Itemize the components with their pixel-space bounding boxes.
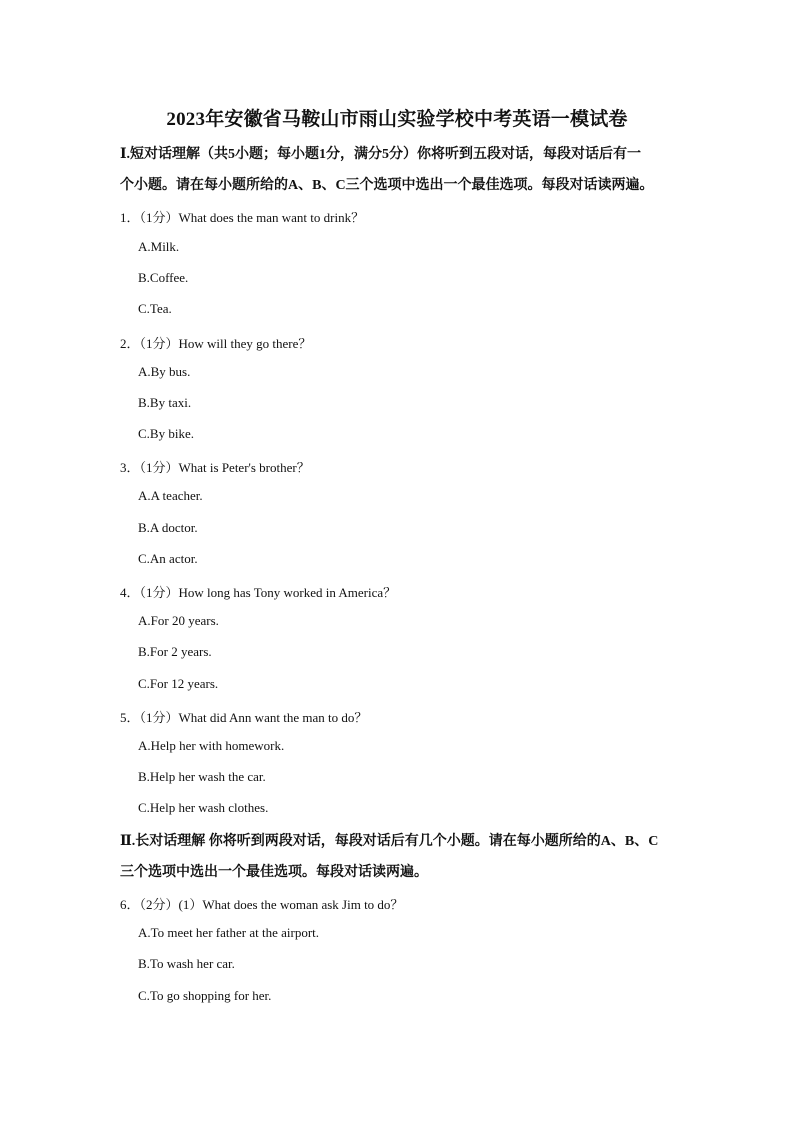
question-1-option-a: A.Milk. (138, 239, 180, 254)
question-4-option-a: A.For 20 years. (138, 613, 219, 628)
question-6-stem: 6．（2分）(1）What does the woman ask Jim to do？ (120, 897, 404, 912)
question-5-option-a: A.Help her with homework. (138, 738, 285, 753)
question-4-option-b: B.For 2 years. (138, 644, 212, 659)
question-5-option-b: B.Help her wash the car. (138, 769, 266, 784)
section1-line1: Ⅰ.短对话理解（共5小题；每小题1分，满分5分）你将听到五段对话，每段对话后有一 (120, 147, 642, 162)
question-2-option-c: C.By bike. (138, 426, 194, 441)
question-3-option-b: B.A doctor. (138, 520, 198, 535)
question-4-option-c: C.For 12 years. (138, 676, 219, 691)
section2-line2: 三个选项中选出一个最佳选项。每段对话读两遍。 (120, 865, 428, 880)
section2-instructions (120, 826, 680, 888)
question-2-option-a: A.By bus. (138, 364, 191, 379)
question-5-stem: 5．（1分）What did Ann want the man to do？ (120, 710, 368, 725)
question-1-stem: 1．（1分）What does the man want to drink？ (120, 210, 365, 225)
question-3-option-a: A.A teacher. (138, 488, 203, 503)
question-6-option-a: A.To meet her father at the airport. (138, 925, 320, 940)
question-4-stem: 4．（1分）How long has Tony worked in America？ (120, 585, 397, 600)
page-title: 2023年安徽省马鞍山市雨山实验学校中考英语一模试卷 (166, 109, 628, 130)
question-3-option-c: C.An actor. (138, 551, 198, 566)
section1-line2: 个小题。请在每小题所给的A、B、C三个选项中选出一个最佳选项。每段对话读两遍。 (120, 178, 654, 193)
question-6-option-c: C.To go shopping for her. (138, 988, 272, 1003)
section1-instructions (120, 139, 680, 201)
question-5-option-c: C.Help her wash clothes. (138, 800, 269, 815)
question-1-option-b: B.Coffee. (138, 270, 189, 285)
question-2-option-b: B.By taxi. (138, 395, 192, 410)
question-1-option-c: C.Tea. (138, 301, 172, 316)
question-6-option-b: B.To wash her car. (138, 956, 235, 971)
question-2-stem: 2．（1分）How will they go there？ (120, 336, 312, 351)
section2-line1: Ⅱ.长对话理解 你将听到两段对话，每段对话后有几个小题。请在每小题所给的A、B、C (120, 834, 659, 849)
question-3-stem: 3．（1分）What is Peter's brother？ (120, 460, 310, 475)
